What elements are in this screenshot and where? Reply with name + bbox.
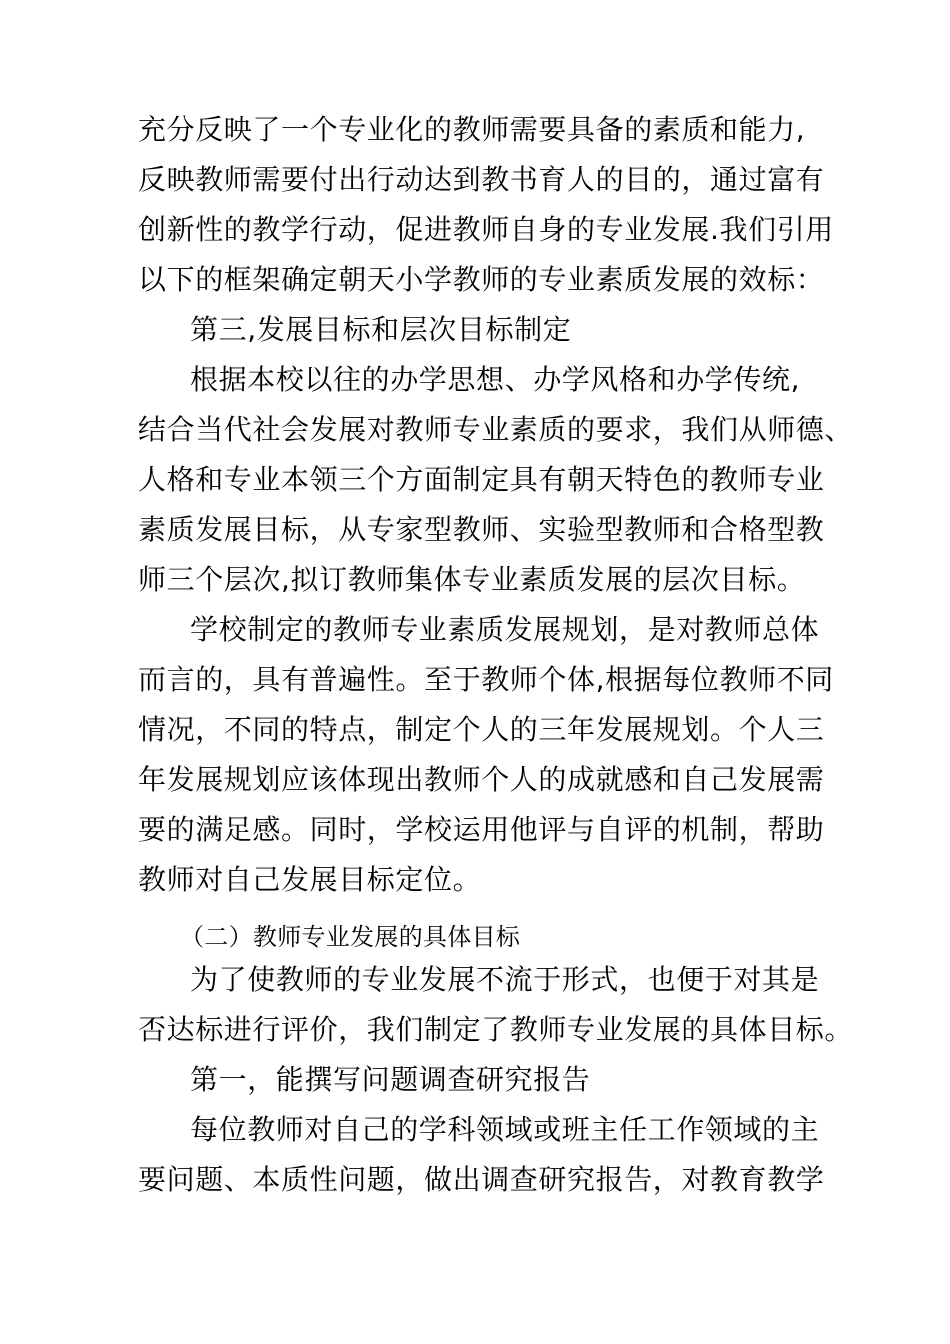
- text-line: 每位教师对自己的学科领域或班主任工作领域的主: [190, 1113, 820, 1146]
- text-line: 根据本校以往的办学思想、办学风格和办学传统,: [190, 363, 801, 396]
- text-line: 充分反映了一个专业化的教师需要具备的素质和能力,: [138, 113, 806, 146]
- text-line: 情况，不同的特点，制定个人的三年发展规划。个人三: [138, 713, 825, 746]
- text-line: 人格和专业本领三个方面制定具有朝天特色的教师专业: [138, 463, 825, 496]
- text-line: 师三个层次,拟订教师集体专业素质发展的层次目标。: [138, 563, 806, 596]
- text-line: 要的满足感。同时，学校运用他评与自评的机制，帮助: [138, 813, 825, 846]
- text-line: 创新性的教学行动，促进教师自身的专业发展.我们引用: [138, 213, 834, 246]
- text-line: 年发展规划应该体现出教师个人的成就感和自己发展需: [138, 763, 825, 796]
- text-line: 否达标进行评价，我们制定了教师专业发展的具体目标。: [138, 1013, 854, 1046]
- text-line: 为了使教师的专业发展不流于形式，也便于对其是: [190, 963, 820, 996]
- text-line: 素质发展目标，从专家型教师、实验型教师和合格型教: [138, 513, 825, 546]
- text-line: 要问题、本质性问题，做出调查研究报告，对教育教学: [138, 1163, 825, 1196]
- text-line: 学校制定的教师专业素质发展规划，是对教师总体: [190, 613, 820, 646]
- text-line: 而言的，具有普遍性。至于教师个体,根据每位教师不同: [138, 663, 834, 696]
- text-line: 以下的框架确定朝天小学教师的专业素质发展的效标：: [138, 263, 825, 296]
- text-line: 结合当代社会发展对教师专业素质的要求，我们从师德、: [138, 413, 854, 446]
- section-heading: 第一，能撰写问题调查研究报告: [190, 1063, 591, 1096]
- text-line: 教师对自己发展目标定位。: [138, 863, 482, 896]
- text-line: 反映教师需要付出行动达到教书育人的目的，通过富有: [138, 163, 825, 196]
- section-heading: （二）教师专业发展的具体目标: [180, 923, 521, 951]
- section-heading: 第三,发展目标和层次目标制定: [190, 313, 572, 346]
